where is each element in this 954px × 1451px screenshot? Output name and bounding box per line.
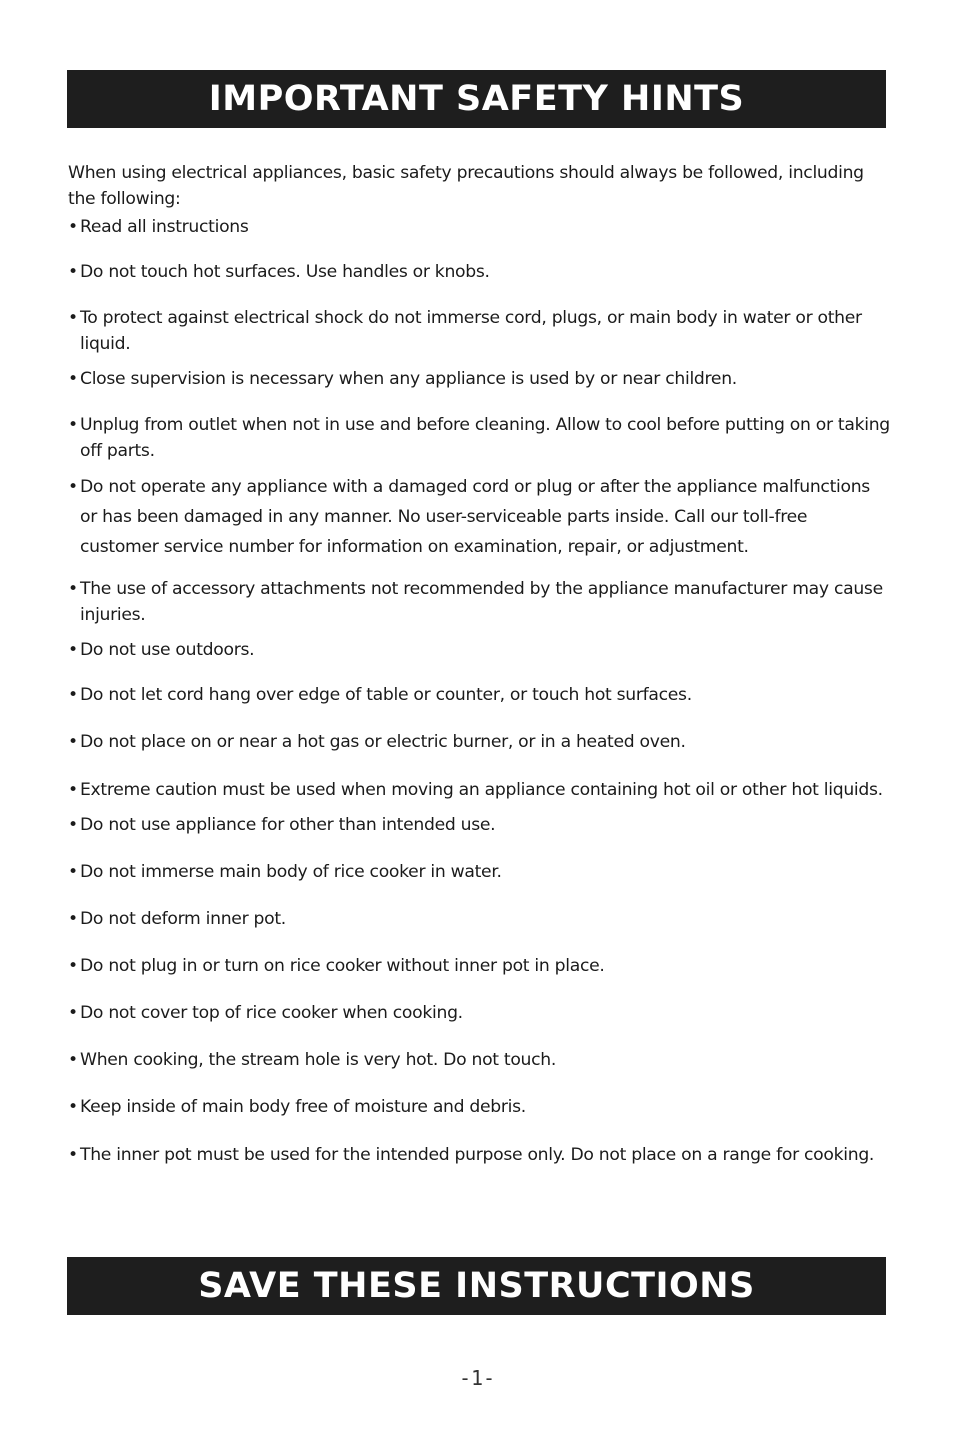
- list-item: • Do not touch hot surfaces. Use handles or knobs.: [68, 259, 890, 285]
- list-item: • Do not immerse main body of rice cooker in water.: [68, 859, 890, 885]
- list-item: • Do not deform inner pot.: [68, 906, 890, 932]
- list-item: • Close supervision is necessary when any appliance is used by or near children.: [68, 366, 890, 392]
- list-item: • Do not cover top of rice cooker when cooking.: [68, 1000, 890, 1026]
- list-item: • Do not let cord hang over edge of table or counter, or touch hot surfaces.: [68, 682, 890, 708]
- intro-text: When using electrical appliances, basic safety precautions should always be followed, including the following:: [68, 163, 864, 209]
- list-item: • Extreme caution must be used when moving an appliance containing hot oil or other hot liquids.: [68, 777, 890, 803]
- save-instructions-banner: [67, 1257, 886, 1315]
- safety-hints-banner: [67, 70, 886, 128]
- list-item: • Do not place on or near a hot gas or electric burner, or in a heated oven.: [68, 729, 890, 755]
- safety-list: [68, 214, 890, 1170]
- list-item: • Do not use appliance for other than intended use.: [68, 812, 890, 838]
- list-item: • Do not plug in or turn on rice cooker without inner pot in place.: [68, 953, 890, 979]
- list-item: • The use of accessory attachments not recommended by the appliance manufacturer may cause injuries.: [68, 576, 890, 628]
- list-item: • Read all instructions: [68, 214, 890, 240]
- list-item: • Do not use outdoors.: [68, 637, 890, 663]
- list-item: • Do not operate any appliance with a damaged cord or plug or after the appliance malfunctions or has been damaged in any manner. No user-serviceable parts inside. Call our toll-free customer service number for information on examination, repair, or adjustment.: [68, 472, 890, 562]
- list-item: • The inner pot must be used for the intended purpose only. Do not place on a range for cooking.: [68, 1140, 890, 1170]
- list-item: • To protect against electrical shock do not immerse cord, plugs, or main body in water or other liquid.: [68, 305, 890, 357]
- page-number: -1-: [458, 1366, 496, 1390]
- page-title: IMPORTANT SAFETY HINTS: [208, 79, 745, 119]
- list-item: • Unplug from outlet when not in use and before cleaning. Allow to cool before putting on or taking off parts.: [68, 412, 890, 464]
- list-item: • Keep inside of main body free of moisture and debris.: [68, 1094, 890, 1120]
- safety-content: [68, 160, 890, 1170]
- list-item: • When cooking, the stream hole is very hot. Do not touch.: [68, 1047, 890, 1073]
- footer-title: SAVE THESE INSTRUCTIONS: [198, 1266, 755, 1306]
